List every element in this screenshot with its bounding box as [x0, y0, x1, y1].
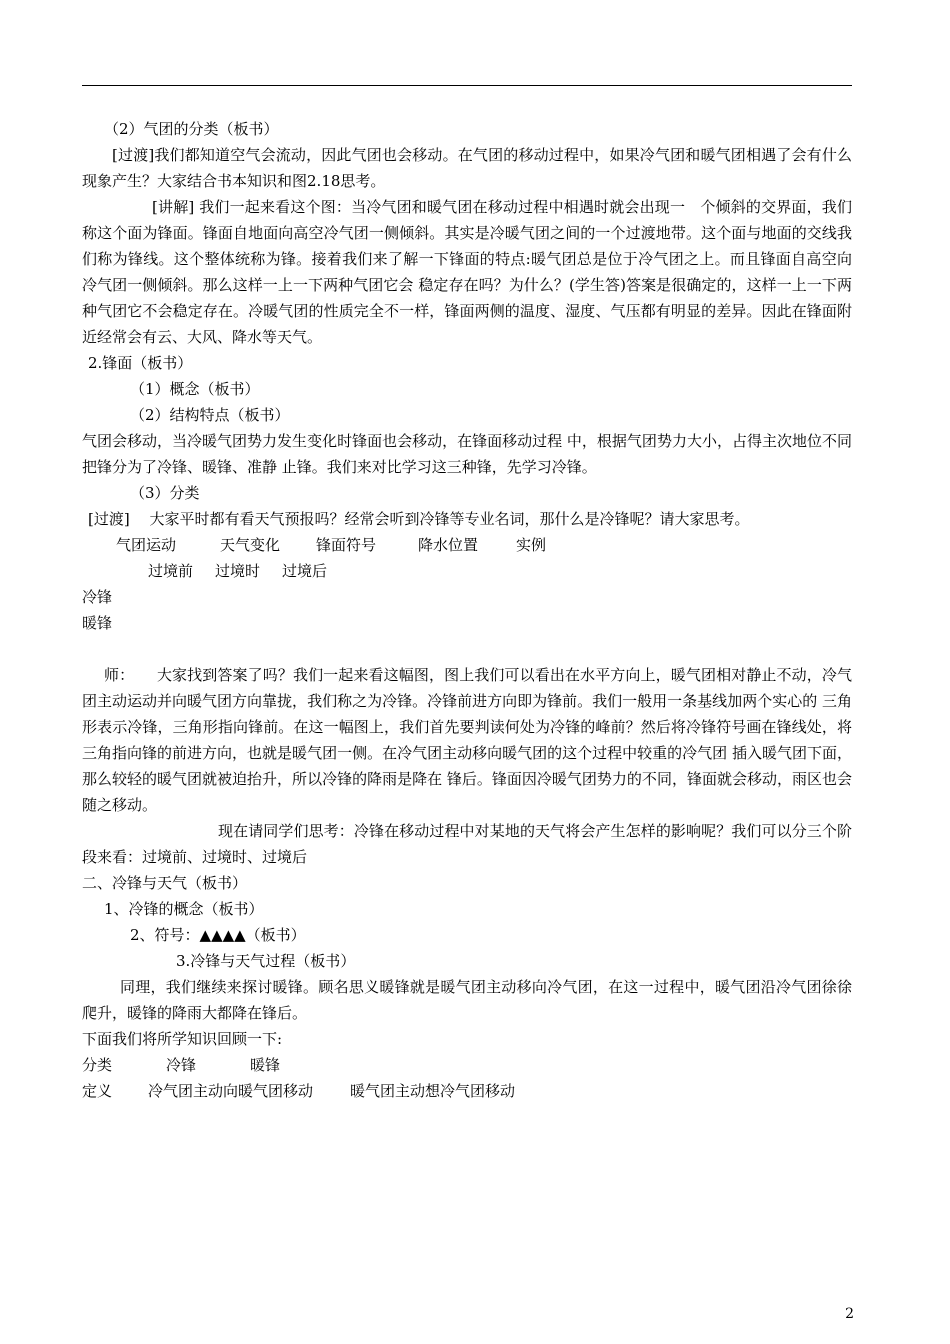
- paragraph-teacher: 师： 大家找到答案了吗？我们一起来看这幅图，图上我们可以看出在水平方向上，暖气团相对静止不动，冷气团主动运动并向暖气团方向靠拢，我们称之为冷锋。冷锋前进方向即为锋前。我们一般用一条基线加两个实心的 三角形表示冷锋，三角形指向锋前。在这一幅图上，我们首先要判读何处为冷锋的峰前？然后将冷锋符号画在锋线处，将三角指向锋的前进方向，也就是暖气团一侧。在冷气团主动移向暖气团的这个过程中较重的冷气团 插入暖气团下面，那么较轻的暖气团就被迫抬升，所以冷锋的降雨是降在 锋后。锋面因冷暖气团势力的不同，锋面就会移动，雨区也会随之移动。: [82, 666, 852, 814]
- table-header-cell: 天气变化: [220, 536, 281, 554]
- table-subheader-cell: 过境时: [215, 562, 261, 580]
- summary-cell: 分类: [82, 1056, 113, 1074]
- paragraph-warm-front: 同理，我们继续来探讨暖锋。顾名思义暖锋就是暖气团主动移向冷气团，在这一过程中，暖气团沿冷气团徐徐爬升，暖锋的降雨大都降在锋后。: [82, 978, 852, 1022]
- summary-cell: 定义: [82, 1082, 113, 1100]
- table-subheader-cell: 过境前: [148, 562, 194, 580]
- heading-air-mass-classification: （2）气团的分类（板书）: [104, 120, 279, 138]
- page-number: 2: [845, 1306, 854, 1322]
- paragraph-review: 下面我们将所学知识回顾一下:: [82, 1030, 283, 1048]
- table-header-row: [82, 532, 852, 558]
- paragraph-think: 现在请同学们思考：冷锋在移动过程中对某地的天气将会产生怎样的影响呢？我们可以分三个阶段来看：过境前、过境时、过境后: [82, 822, 852, 866]
- header-rule: [82, 85, 852, 86]
- table-row-label: 暖锋: [82, 614, 113, 632]
- document-body: [82, 116, 852, 1104]
- paragraph-transition-1: [过渡]我们都知道空气会流动，因此气团也会移动。在气团的移动过程中，如果冷气团和暖气团相遇了会有什么现象产生？大家结合书本知识和图2.18思考。: [82, 146, 852, 190]
- paragraph-transition-2: [过渡] 大家平时都有看天气预报吗？经常会听到冷锋等专业名词，那什么是冷锋呢？请大家思考。: [88, 510, 750, 528]
- paragraph-front-movement: 气团会移动，当冷暖气团势力发生变化时锋面也会移动，在锋面移动过程 中，根据气团势力大小，占得主次地位不同把锋分为了冷锋、暖锋、准静 止锋。我们来对比学习这三种锋，先学习冷锋。: [82, 432, 852, 476]
- heading-classification: （3）分类: [130, 484, 200, 502]
- table-header-cell: 锋面符号: [316, 536, 377, 554]
- heading-weather-process: 3.冷锋与天气过程（板书）: [176, 952, 356, 970]
- heading-concept: （1）概念（板书）: [130, 380, 260, 398]
- paragraph-explanation: [讲解] 我们一起来看这个图：当冷气团和暖气团在移动过程中相遇时就会出现一 个倾斜的交界面，我们称这个面为锋面。锋面自地面向高空冷气团一侧倾斜。其实是冷暖气团之间的一个过渡地带。这个面与地面的交线我们称为锋线。这个整体统称为锋。接着我们来了解一下锋面的特点:暖气团总是位于冷气团之上。而且锋面自高空向冷气团一侧倾斜。那么这样一上一下两种气团它会 稳定存在吗？为什么？(学生答)答案是很确定的，这样一上一下两种气团它不会稳定存在。冷暖气团的性质完全不一样，锋面两侧的温度、湿度、气压都有明显的差异。因此在锋面附近经常会有云、大风、降水等天气。: [82, 198, 852, 346]
- table-row-label: 冷锋: [82, 588, 113, 606]
- table-subheader-cell: 过境后: [282, 562, 328, 580]
- summary-row: [82, 1078, 852, 1104]
- heading-cold-front-weather: 二、冷锋与天气（板书）: [82, 874, 248, 892]
- summary-row: [82, 1052, 852, 1078]
- summary-cell: 冷气团主动向暖气团移动: [148, 1082, 314, 1100]
- table-header-cell: 实例: [516, 536, 547, 554]
- table-header-cell: 降水位置: [418, 536, 479, 554]
- summary-cell: 暖锋: [250, 1056, 281, 1074]
- heading-symbol: 2、符号：▲▲▲▲（板书）: [130, 926, 306, 944]
- heading-structure: （2）结构特点（板书）: [130, 406, 290, 424]
- summary-cell: 冷锋: [166, 1056, 197, 1074]
- table-header-cell: 气团运动: [116, 536, 177, 554]
- summary-cell: 暖气团主动想冷气团移动: [350, 1082, 516, 1100]
- heading-front: 2.锋面（板书）: [88, 354, 193, 372]
- table-subheader-row: [82, 558, 852, 584]
- heading-cold-front-concept: 1、冷锋的概念（板书）: [104, 900, 264, 918]
